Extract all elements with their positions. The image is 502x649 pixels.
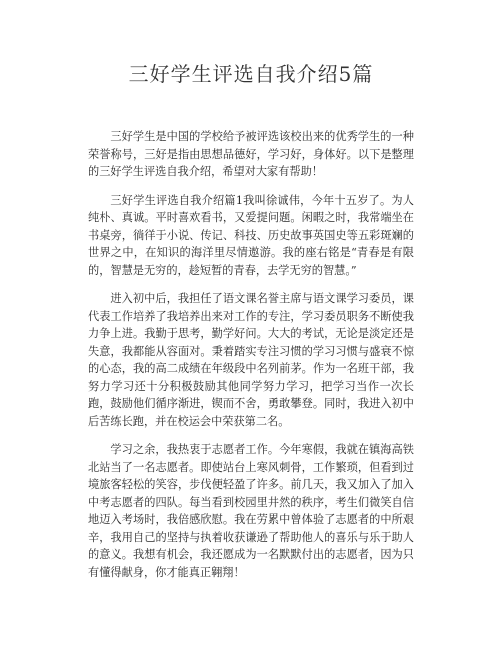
document-body <box>88 128 414 592</box>
paragraph-intro: 三好学生是中国的学校给予被评选该校出来的优秀学生的一种荣誉称号，三好是指由思想品德好，学习好，身体好。以下是整理的三好学生评选自我介绍，希望对大家有帮助！ <box>88 130 414 178</box>
document-title: 三好学生评选自我介绍5篇 <box>128 62 374 86</box>
paragraph-study: 进入初中后，我担任了语文课名誉主席与语文课学习委员，课代表工作培养了我培养出来对工作的专注，学习委员职务不断使我力争上进。我勤于思考，勤学好问。大大的考试，无论是淡定还是失意，我都能从容面对。秉着踏实专注习惯的学习习惯与盛衰不惊的心态，我的高二成绩在年级段中名列前茅。作为一名班干部，我努力学习还十分积极鼓励其他同学努力学习，把学习当作一次长跑，鼓励他们循序渐进，锲而不舍，勇敢攀登。同时，我进入初中后苦练长跑，并在校运会中荣获第二名。 <box>88 292 414 428</box>
paragraph-volunteer: 学习之余，我热衷于志愿者工作。今年寒假，我就在镇海高铁北站当了一名志愿者。即使站台上寒风刺骨，工作繁琐，但看到过境旅客轻松的笑容，步伐便轻盈了许多。前几天，我又加入了加入中考志愿者的四队。每当看到校园里井然的秩序，考生们微笑自信地迈入考场时，我倍感欣慰。我在劳累中曾体验了志愿者的中所艰辛，我用自己的坚持与执着收获谦逊了帮助他人的喜乐与乐于助人的意义。我想有机会，我还愿成为一名默默付出的志愿者，因为只有懂得献身，你才能真正翱翔！ <box>88 443 414 579</box>
paragraph-self-intro: 三好学生评选自我介绍篇1我叫徐诚伟，今年十五岁了。为人纯朴、真诚。平时喜欢看书，又爱提问题。闲暇之时，我常端坐在书桌旁，徜徉于小说、传记、科技、历史故事英国史等五彩斑斓的世界之中，在知识的海洋里尽情遨游。我的座右铭是“青春是有限的，智慧是无穷的，趁短暂的青春，去学无穷的智慧。” <box>88 193 414 277</box>
